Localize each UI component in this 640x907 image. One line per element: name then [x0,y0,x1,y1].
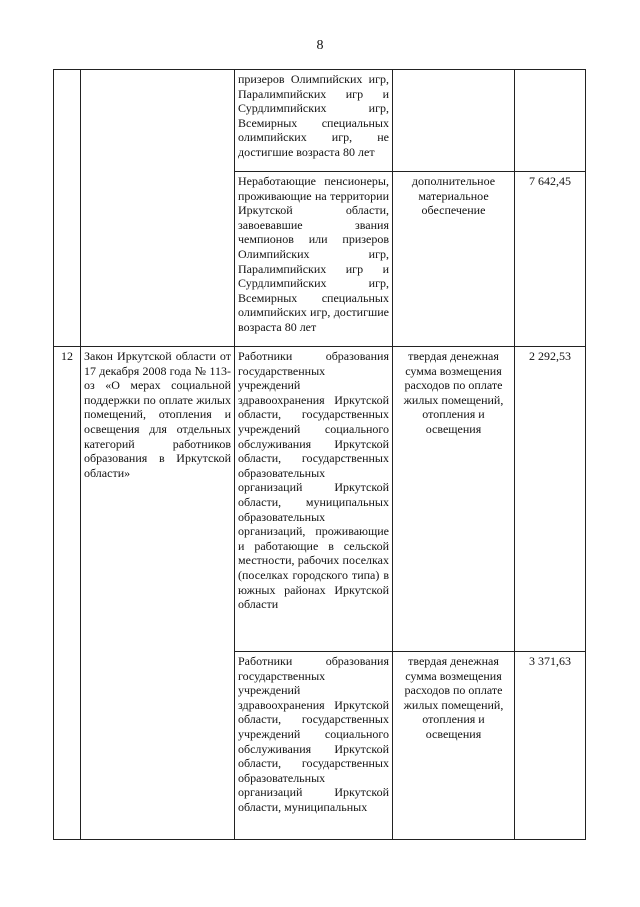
page-number: 8 [316,38,324,53]
amount-cell: 3 371,63 [515,652,586,840]
support-type-cell: твердая денежная сумма возмещения расходов по оплате жилых помещений, отопления и освещения [393,652,515,840]
table-row [54,347,586,652]
support-type-cell: дополнительное материальное обеспечение [393,172,515,347]
row-number-cell: 12 [54,347,81,840]
category-cell: Работники образования государственных учреждений здравоохранения Иркутской области, государственных учреждений социального обслуживания Иркутской области, государственных образовательных организаций Иркутской области, муниципальных [235,652,393,840]
support-type-cell: твердая денежная сумма возмещения расходов по оплате жилых помещений, отопления и освещения [393,347,515,652]
table-row [54,70,586,172]
amount-cell: 7 642,45 [515,172,586,347]
category-cell: Неработающие пенсионеры, проживающие на территории Иркутской области, завоевавшие звания чемпионов или призеров Олимпийских игр, Паралимпийских игр и Сурдлимпийских игр, Всемирных специальных олимпийских игр, достигшие возраста 80 лет [235,172,393,347]
law-cell: Закон Иркутской области от 17 декабря 2008 года № 113-оз «О мерах социальной поддержки по оплате жилых помещений, отопления и освещения для отдельных категорий работников образования в Иркутской области» [81,347,235,840]
amount-cell [515,70,586,172]
support-type-cell [393,70,515,172]
amount-cell: 2 292,53 [515,347,586,652]
category-cell: Работники образования государственных учреждений здравоохранения Иркутской области, государственных учреждений социального обслуживания Иркутской области, государственных образовательных организаций Иркутской области, муниципальных образовательных организаций, проживающие и работающие в сельской местности, рабочих поселках (поселках городского типа) в южных районах Иркутской области [235,347,393,652]
row-number-cell [54,70,81,347]
benefits-table [53,69,586,840]
category-cell: призеров Олимпийских игр, Паралимпийских игр и Сурдлимпийских игр, Всемирных специальных олимпийских игр, не достигшие возраста 80 лет [235,70,393,172]
law-cell [81,70,235,347]
